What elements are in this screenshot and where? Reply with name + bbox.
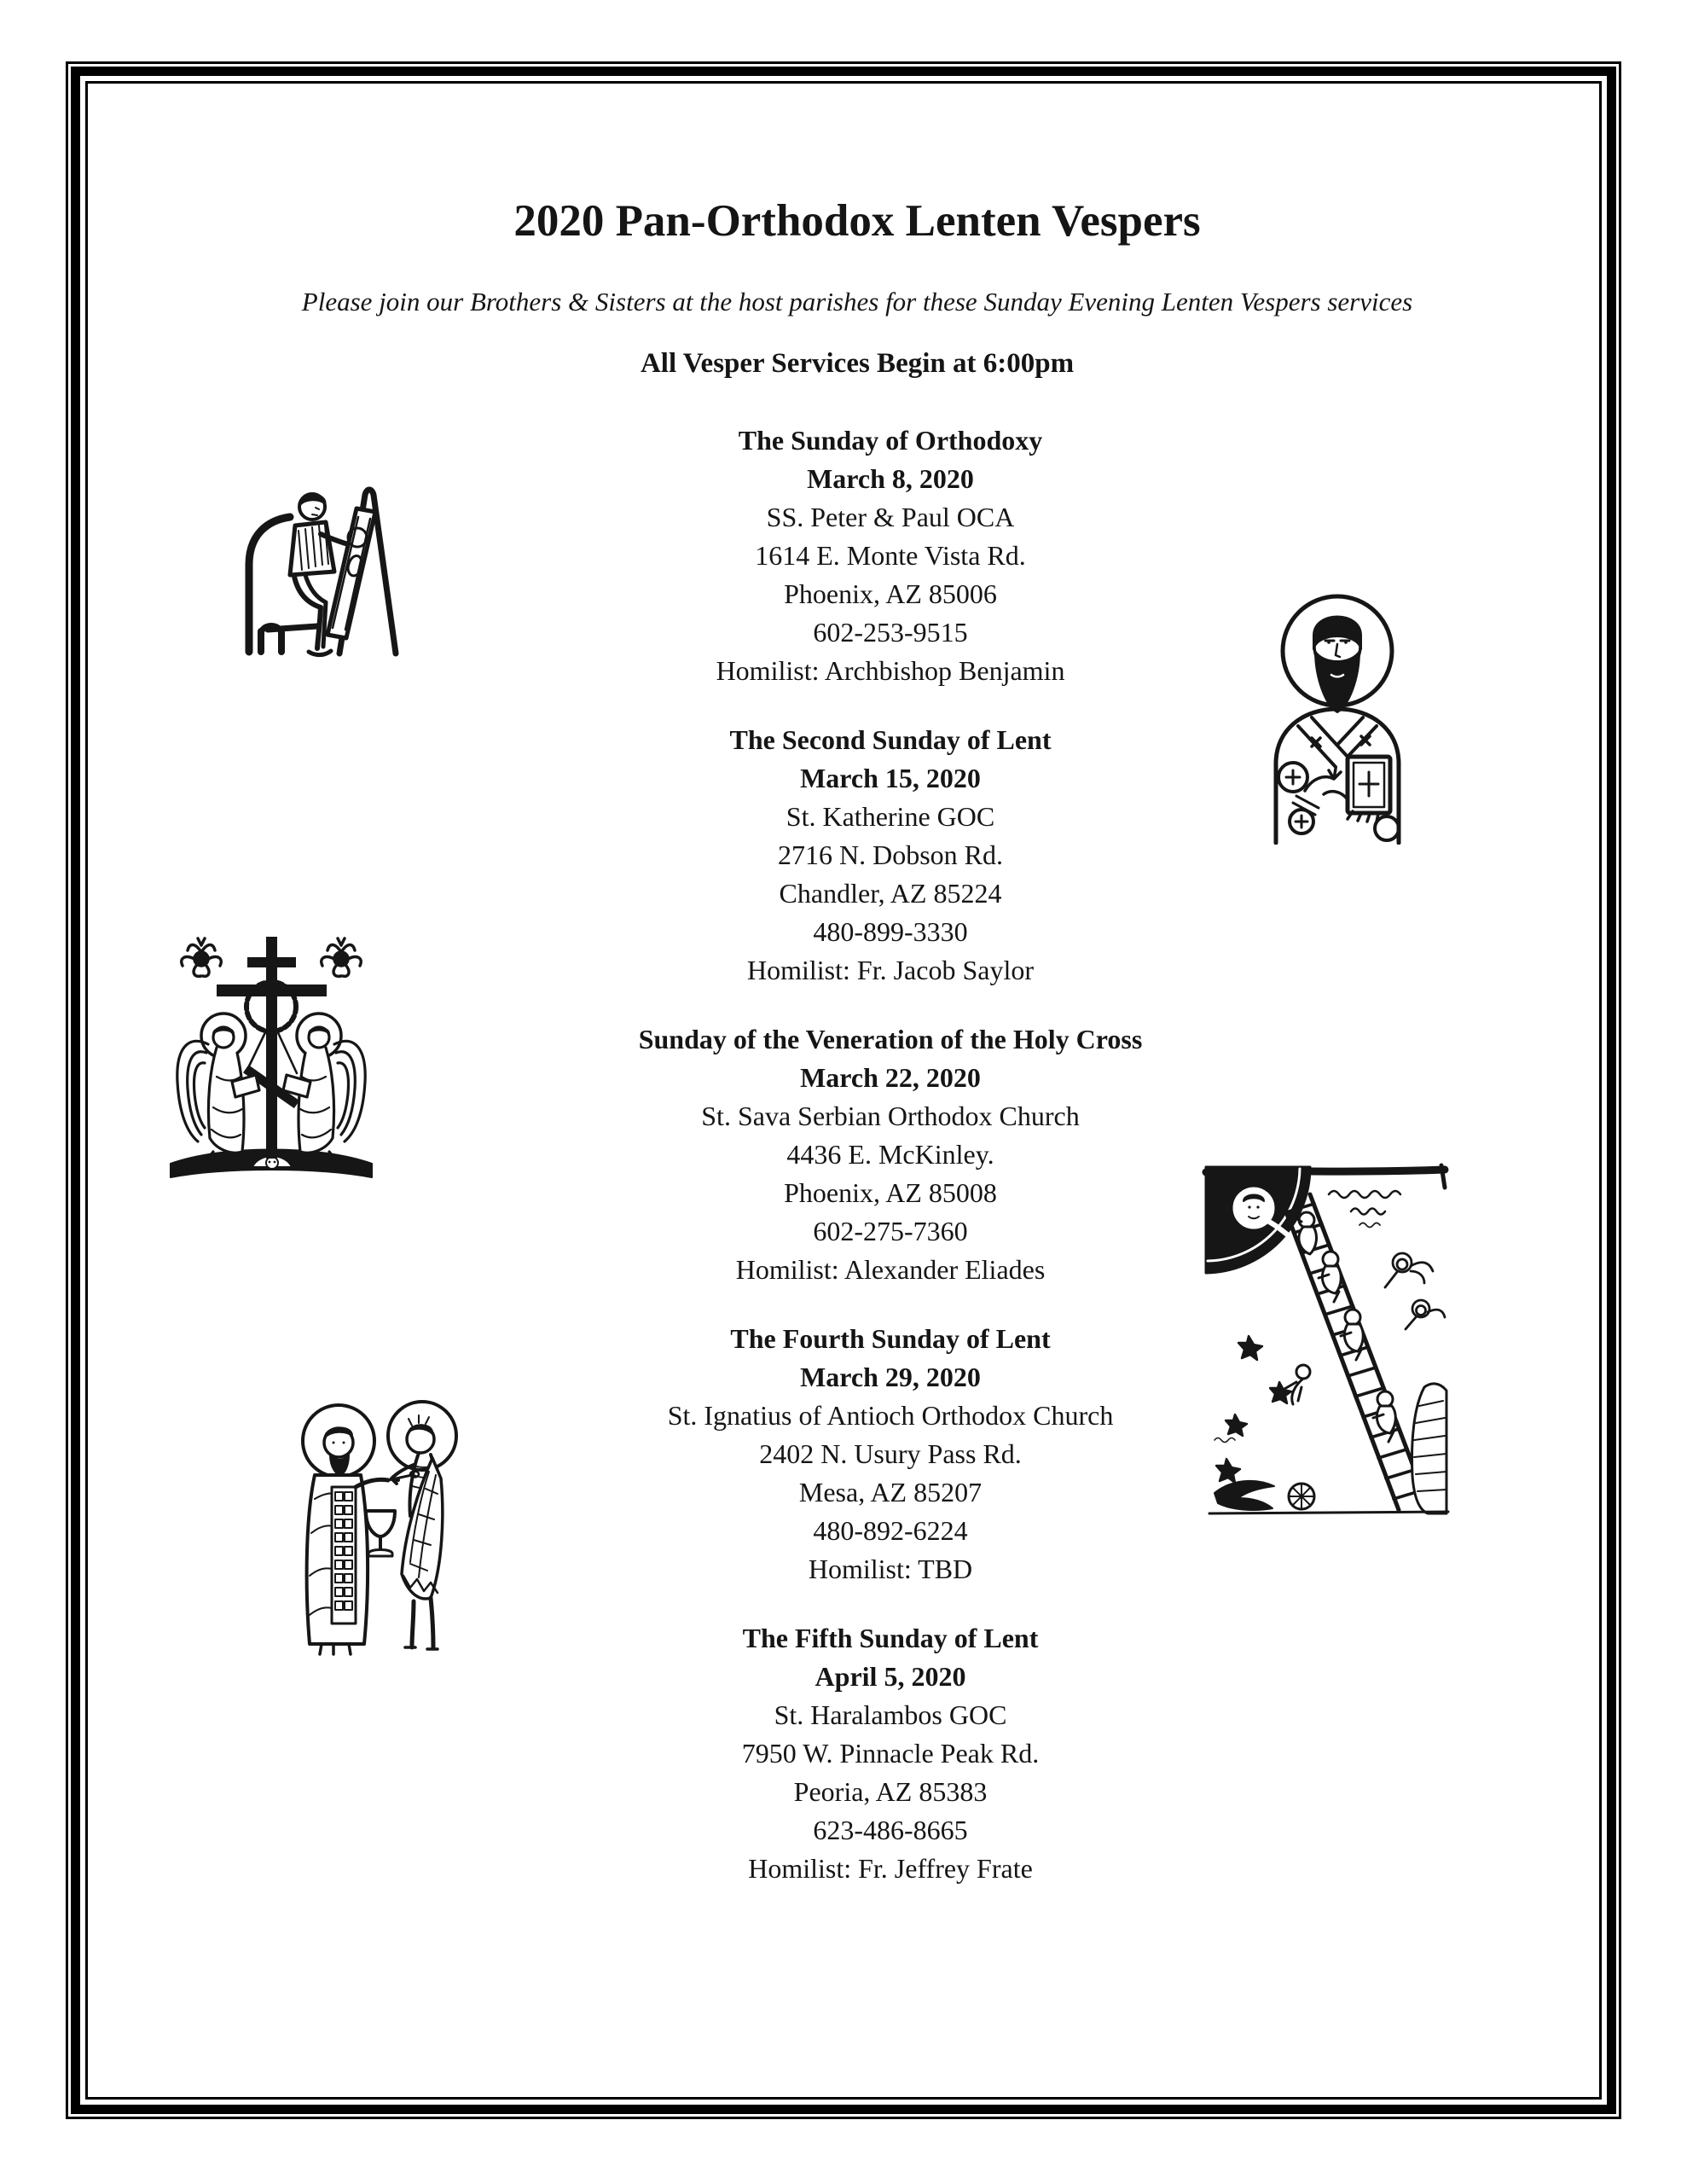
service-city: Mesa, AZ 85207: [798, 1477, 983, 1507]
service-date: March 8, 2020: [807, 463, 974, 494]
service-parish: St. Katherine GOC: [786, 801, 995, 832]
service-phone: 602-275-7360: [813, 1216, 968, 1246]
service-parish: SS. Peter & Paul OCA: [766, 502, 1015, 532]
service-city: Phoenix, AZ 85006: [784, 578, 997, 609]
service-city: Chandler, AZ 85224: [779, 878, 1002, 909]
service-phone: 602-253-9515: [813, 617, 968, 648]
service-title: Sunday of the Veneration of the Holy Cross: [638, 1024, 1143, 1054]
service-address: 4436 E. McKinley.: [786, 1139, 994, 1170]
flyer-header: [115, 195, 1599, 383]
service-homilist: Homilist: Fr. Jacob Saylor: [747, 955, 1034, 985]
bishop-saint-icon: [1252, 576, 1423, 845]
service-phone: 623-486-8665: [813, 1815, 968, 1845]
ladder-of-divine-ascent-image: [1201, 1159, 1450, 1517]
service-parish: St. Haralambos GOC: [774, 1699, 1007, 1730]
veneration-cross-angels-icon: [164, 906, 379, 1189]
service-homilist: Homilist: Fr. Jeffrey Frate: [748, 1853, 1033, 1884]
service-title: The Fifth Sunday of Lent: [742, 1623, 1039, 1653]
iconographer-painting-image: [237, 462, 401, 660]
service-time-notice: All Vesper Services Begin at 6:00pm: [640, 348, 1075, 379]
service-title: The Second Sunday of Lent: [729, 724, 1052, 755]
bishop-saint-image: [1252, 576, 1423, 845]
service-homilist: Homilist: Alexander Eliades: [735, 1254, 1046, 1285]
service-title: The Sunday of Orthodoxy: [738, 425, 1043, 456]
service-address: 2402 N. Usury Pass Rd.: [759, 1438, 1022, 1469]
veneration-cross-angels-image: [164, 906, 379, 1189]
service-date: March 15, 2020: [800, 763, 981, 793]
service-parish: St. Ignatius of Antioch Orthodox Church: [667, 1400, 1114, 1431]
invitation-subtitle: Please join our Brothers & Sisters at the host parishes for these Sunday Evening Lenten Vespers services: [301, 287, 1413, 317]
communion-saints-image: [284, 1386, 473, 1658]
communion-saints-icon: [284, 1386, 473, 1658]
iconographer-painting-icon: [237, 462, 401, 660]
service-date: March 29, 2020: [800, 1362, 981, 1392]
service-address: 1614 E. Monte Vista Rd.: [755, 540, 1026, 571]
service-homilist: Homilist: TBD: [808, 1554, 973, 1584]
service-address: 7950 W. Pinnacle Peak Rd.: [741, 1738, 1040, 1769]
service-address: 2716 N. Dobson Rd.: [777, 839, 1003, 870]
service-city: Phoenix, AZ 85008: [784, 1177, 997, 1208]
ladder-of-divine-ascent-icon: [1201, 1159, 1450, 1517]
service-title: The Fourth Sunday of Lent: [730, 1323, 1051, 1354]
service-block-fifth-sunday: [182, 1619, 1599, 1888]
service-parish: St. Sava Serbian Orthodox Church: [701, 1101, 1080, 1131]
service-phone: 480-892-6224: [813, 1515, 968, 1546]
service-city: Peoria, AZ 85383: [793, 1776, 988, 1807]
page-title: 2020 Pan-Orthodox Lenten Vespers: [513, 196, 1201, 246]
service-phone: 480-899-3330: [813, 916, 968, 947]
service-date: March 22, 2020: [800, 1062, 981, 1093]
service-homilist: Homilist: Archbishop Benjamin: [716, 655, 1065, 686]
service-date: April 5, 2020: [815, 1661, 966, 1692]
